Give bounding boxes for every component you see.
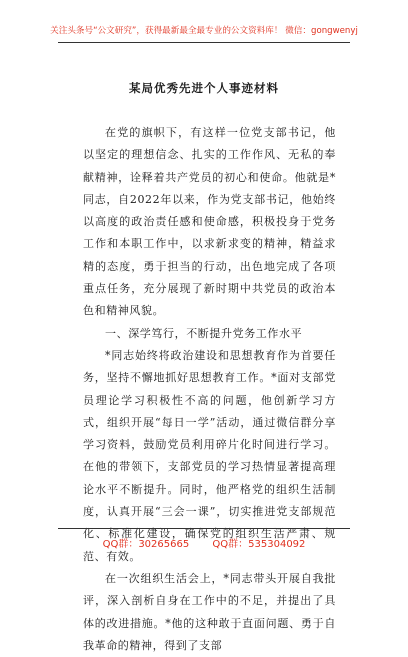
footer-qq-group-1: QQ群：30265665 [102, 539, 190, 550]
page-footer [0, 535, 408, 550]
page-header-banner: 关注头条号“公文研究”，获得最新最全最专业的公文资料库！ 微信：gongwenyj [50, 26, 358, 36]
footer-divider [58, 528, 350, 529]
document-body [83, 122, 336, 657]
paragraph-study: *同志始终将政治建设和思想教育作为首要任务，坚持不懈地抓好思想教育工作。*面对支部党员理论学习积极性不高的问题，他创新学习方式，组织开展“每日一学”活动，通过微信群分享学习资料，鼓励党员利用碎片化时间进行学习。在他的带领下，支部党员的学习热情显著提高理论水平不断提升。同时，他严格党的组织生活制度，认真开展“三会一课”，切实推进党支部规范化、标准化建设，确保党的组织生活严肃、规范、有效。 [83, 348, 336, 563]
document-title: 某局优秀先进个人事迹材料 [129, 81, 279, 95]
paragraph-selfcriticism: 在一次组织生活会上，*同志带头开展自我批评，深入剖析自身在工作中的不足，并提出了具体的改进措施。*他的这种敢于直面问题、勇于自我革命的精神，得到了支部 [83, 571, 336, 652]
header-divider [58, 42, 350, 43]
section-heading: 一、深学笃行，不断提升党务工作水平 [105, 326, 303, 340]
footer-qq-group-2: QQ群：535304092 [212, 539, 306, 550]
paragraph-intro: 在党的旗帜下，有这样一位党支部书记，他以坚定的理想信念、扎实的工作作风、无私的奉献精神，诠释着共产党员的初心和使命。他就是*同志，自2022年以来，作为党支部书记，他始终以高度的政治责任感和使命感，积极投身于党务工作和本职工作中，以求新求变的精神，精益求精的态度，勇于担当的行动，出色地完成了各项重点任务，充分展现了新时期中共党员的政治本色和精神风貌。 [83, 126, 336, 318]
